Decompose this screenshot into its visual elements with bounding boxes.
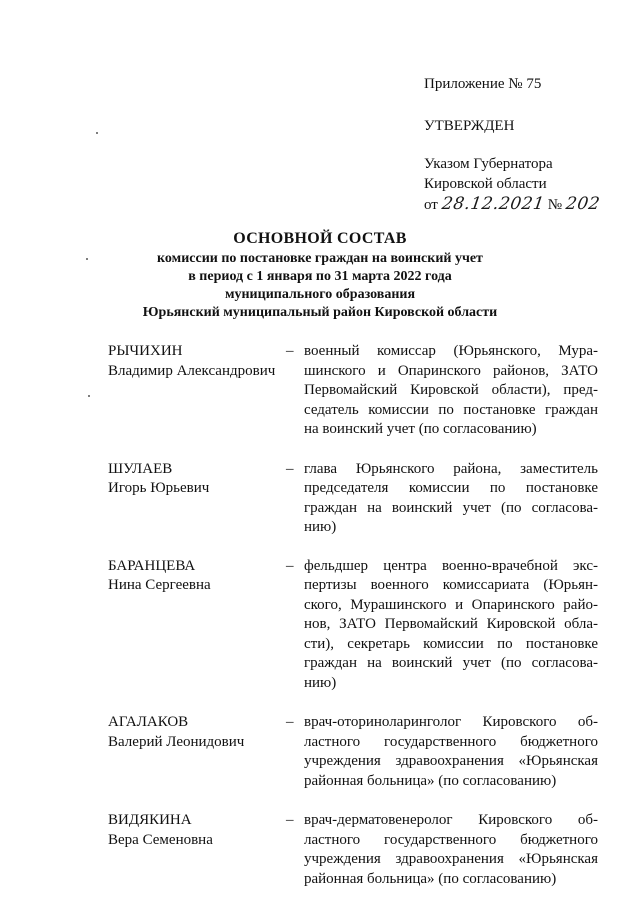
- member-given-name: Владимир Александрович: [108, 362, 276, 379]
- member-dash: –: [286, 714, 294, 730]
- handwritten-date: 28.12.2021: [440, 194, 546, 214]
- description-line: врач-оториноларинголог Кировского об-: [304, 714, 598, 730]
- number-sign: №: [547, 197, 563, 213]
- description-line: председателя комиссии по постановке: [304, 480, 598, 496]
- description-line: нию): [304, 519, 337, 535]
- member-surname: ШУЛАЕВ: [108, 460, 173, 477]
- member-dash: –: [286, 343, 294, 359]
- member-surname: АГАЛАКОВ: [108, 714, 189, 730]
- member-entry: [108, 811, 598, 889]
- approved-label: УТВЕРЖДЕН: [424, 118, 515, 134]
- description-line: шинского и Опаринского районов, ЗАТО: [304, 362, 598, 379]
- date-prefix: от: [424, 197, 438, 213]
- title-line-3: муниципального образования: [224, 287, 416, 302]
- description-line: граждан на воинский учет (по согласова-: [304, 655, 598, 671]
- description-line: Первомайский Кировской области), пред-: [304, 382, 598, 398]
- title-line-1: комиссии по постановке граждан на воинский учет: [157, 251, 483, 266]
- approval-block: [424, 74, 624, 215]
- scan-speck: [86, 258, 88, 260]
- member-entry: [108, 460, 598, 538]
- title-line-4: Юрьянский муниципальный район Кировской области: [142, 305, 498, 320]
- description-line: учреждения здравоохранения «Юрьянская: [304, 753, 598, 769]
- member-name: [108, 713, 286, 791]
- description-line: врач-дерматовенеролог Кировского об-: [304, 812, 598, 828]
- member-entry: [108, 557, 598, 694]
- description-line: ластного государственного бюджетного: [304, 831, 598, 848]
- member-description: [304, 713, 598, 791]
- title-line-2: в период с 1 января по 31 марта 2022 года: [188, 269, 452, 284]
- description-line: граждан на воинский учет (по согласова-: [304, 499, 598, 516]
- description-line: сти), секретарь комиссии по постановке: [304, 635, 598, 652]
- member-surname: РЫЧИХИН: [108, 343, 183, 359]
- document-title: [0, 228, 640, 322]
- member-name: [108, 342, 286, 440]
- member-description: [304, 557, 598, 694]
- member-name: [108, 557, 286, 694]
- description-line: нию): [304, 674, 337, 691]
- description-line: на воинский учет (по согласованию): [304, 421, 537, 437]
- member-given-name: Валерий Леонидович: [108, 733, 245, 750]
- member-dash: –: [286, 557, 294, 574]
- scan-speck: [96, 132, 98, 134]
- member-description: [304, 460, 598, 538]
- description-line: районная больница» (по согласованию): [304, 870, 557, 887]
- member-dash: –: [286, 460, 294, 477]
- member-dash: –: [286, 812, 294, 828]
- members-list: [108, 342, 598, 889]
- member-name: [108, 811, 286, 889]
- description-line: нов, ЗАТО Первомайский Кировской обла-: [304, 616, 598, 632]
- description-line: районная больница» (по согласованию): [304, 772, 557, 789]
- member-description: [304, 811, 598, 889]
- member-name: [108, 460, 286, 538]
- decree-line-2: Кировской области: [424, 176, 547, 192]
- decree-line-1: Указом Губернатора: [424, 156, 553, 172]
- description-line: пертизы военного комиссариата (Юрьян-: [304, 577, 598, 593]
- member-given-name: Вера Семеновна: [108, 831, 213, 848]
- member-surname: ВИДЯКИНА: [108, 812, 192, 828]
- member-given-name: Нина Сергеевна: [108, 577, 211, 593]
- member-entry: [108, 342, 598, 440]
- description-line: седатель комиссии по постановке граждан: [304, 401, 598, 418]
- description-line: ского, Мурашинского и Опаринского райо-: [304, 596, 598, 613]
- description-line: учреждения здравоохранения «Юрьянская: [304, 851, 598, 867]
- decree-date-line: [424, 194, 624, 215]
- handwritten-number: 202: [564, 194, 602, 214]
- description-line: ластного государственного бюджетного: [304, 733, 598, 750]
- member-given-name: Игорь Юрьевич: [108, 480, 210, 496]
- description-line: глава Юрьянского района, заместитель: [304, 460, 598, 477]
- description-line: военный комиссар (Юрьянского, Мура-: [304, 343, 598, 359]
- title-main: ОСНОВНОЙ СОСТАВ: [233, 230, 407, 247]
- scan-speck: [88, 395, 90, 397]
- appendix-number: Приложение № 75: [424, 76, 542, 92]
- description-line: фельдшер центра военно-врачебной экс-: [304, 557, 598, 574]
- member-description: [304, 342, 598, 440]
- member-surname: БАРАНЦЕВА: [108, 557, 196, 574]
- member-entry: [108, 713, 598, 791]
